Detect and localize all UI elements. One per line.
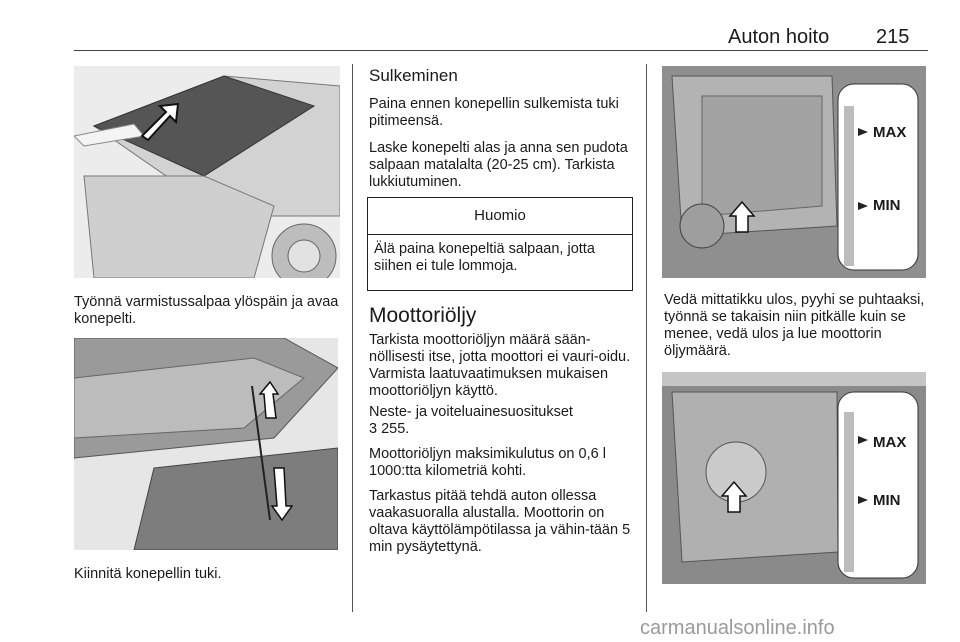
watermark: carmanualsonline.info bbox=[640, 617, 835, 639]
caption-dipstick: Vedä mittatikku ulos, pyyhi se puhtaaksi, työnnä se takaisin niin pitkälle kuin se menee, vedä ulos ja lue moottorin öljymäärä. bbox=[664, 292, 925, 359]
oil-level-illustration bbox=[662, 372, 926, 584]
min-mark-label: MIN bbox=[873, 197, 901, 214]
note-body: Älä paina konepeltiä salpaan, jotta siihen ei tule lommoja. bbox=[374, 241, 595, 274]
heading-closing: Sulkeminen bbox=[369, 66, 458, 85]
heading-engine-oil: Moottoriöljy bbox=[369, 304, 477, 327]
header-rule bbox=[74, 50, 928, 51]
paragraph: Tarkista moottoriöljyn määrä sään-nöllisesti itse, jotta moottori ei vauri-oidu. Varmista laatuvaatimuksen mukaisen moottoriöljyn käyttö. bbox=[369, 332, 631, 399]
paragraph: Paina ennen konepellin sulkemista tuki pitimeensä. bbox=[369, 96, 619, 129]
dipstick-illustration bbox=[662, 66, 926, 278]
paragraph: Neste- ja voiteluainesuositukset bbox=[369, 404, 573, 420]
caption-hood-latch: Työnnä varmistussalpaa ylöspäin ja avaa konepelti. bbox=[74, 294, 339, 327]
running-header-title: Auton hoito bbox=[728, 26, 830, 48]
column-divider bbox=[646, 64, 647, 612]
hood-support-illustration bbox=[74, 338, 338, 550]
max-mark-label: MAX bbox=[873, 124, 907, 141]
caption-hood-support: Kiinnitä konepellin tuki. bbox=[74, 566, 222, 582]
min-mark-label: MIN bbox=[873, 492, 901, 509]
page-number: 215 bbox=[876, 26, 910, 48]
paragraph: Moottoriöljyn maksimikulutus on 0,6 l 1000:tta kilometriä kohti. bbox=[369, 446, 606, 479]
cross-reference-link[interactable]: 3 255. bbox=[369, 421, 410, 437]
paragraph: Laske konepelti alas ja anna sen pudota salpaan matalalta (20-25 cm). Tarkista lukkiutuminen. bbox=[369, 140, 628, 190]
paragraph: Tarkastus pitää tehdä auton ollessa vaakasuoralla alustalla. Moottorin on oltava käyttölämpötilassa ja vähin-tään 5 min pysäytettynä. bbox=[369, 488, 631, 555]
hood-latch-illustration bbox=[74, 66, 340, 278]
column-divider bbox=[352, 64, 353, 612]
max-mark-label: MAX bbox=[873, 434, 907, 451]
note-title: Huomio bbox=[368, 198, 632, 235]
note-box bbox=[367, 197, 633, 291]
